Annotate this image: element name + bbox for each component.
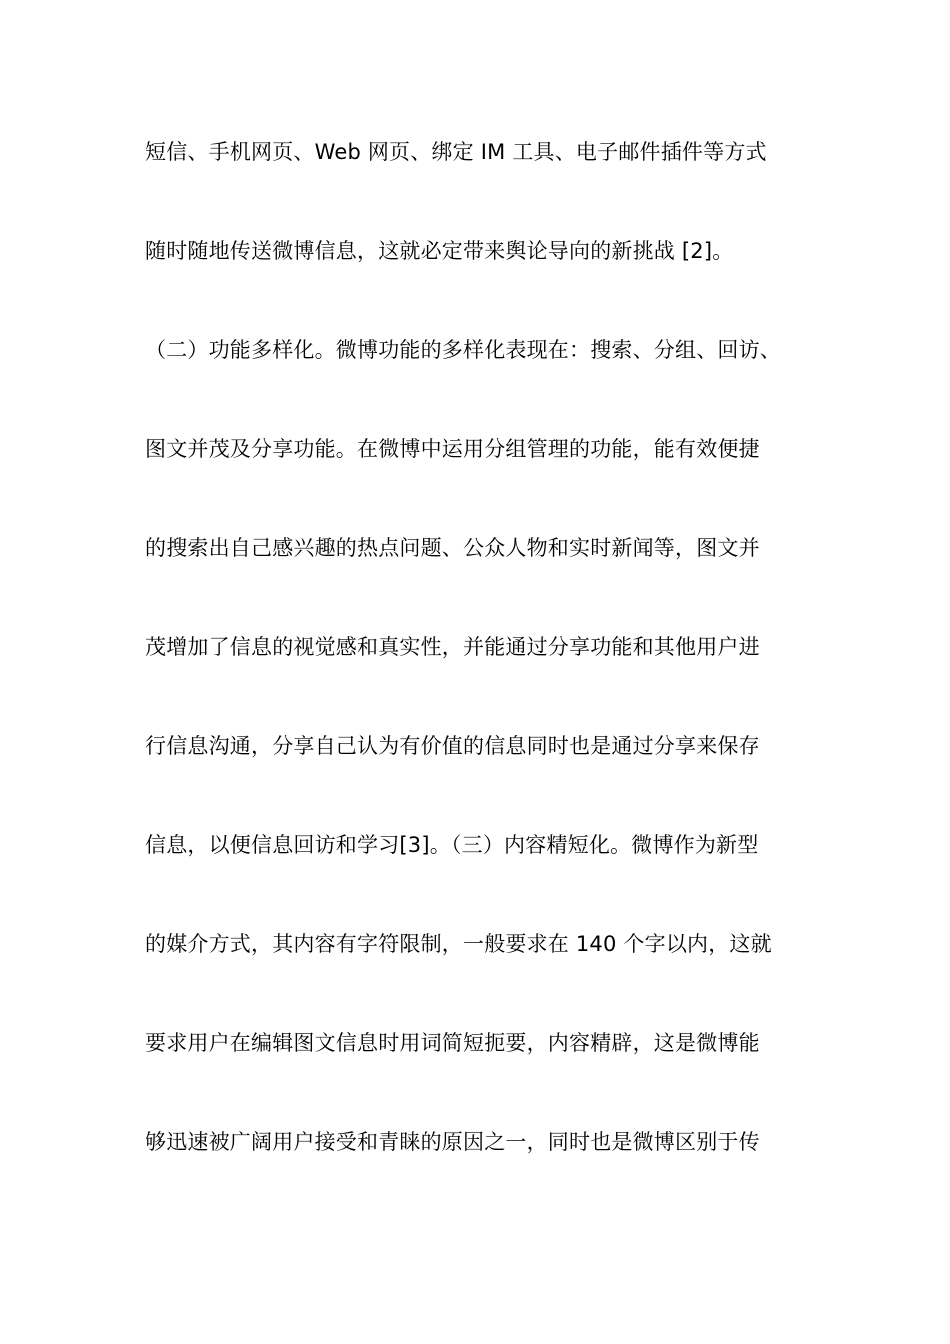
text-line: 的媒介方式，其内容有字符限制，一般要求在 140 个字以内，这就 — [145, 932, 772, 956]
body-text — [145, 128, 835, 1217]
text-line: （二）功能多样化。微博功能的多样化表现在：搜索、分组、回访、 — [145, 338, 781, 362]
text-line: 信息，以便信息回访和学习[3]。（三）内容精短化。微博作为新型 — [145, 833, 759, 857]
text-line: 随时随地传送微博信息，这就必定带来舆论导向的新挑战 [2]。 — [145, 239, 734, 263]
text-line: 图文并茂及分享功能。在微博中运用分组管理的功能，能有效便捷 — [145, 437, 760, 461]
text-line: 短信、手机网页、Web 网页、绑定 IM 工具、电子邮件插件等方式 — [145, 140, 767, 164]
text-line: 要求用户在编辑图文信息时用词简短扼要，内容精辟，这是微博能 — [145, 1031, 760, 1055]
text-line: 行信息沟通，分享自己认为有价值的信息同时也是通过分享来保存 — [145, 734, 760, 758]
text-line: 茂增加了信息的视觉感和真实性，并能通过分享功能和其他用户进 — [145, 635, 760, 659]
text-line: 的搜索出自己感兴趣的热点问题、公众人物和实时新闻等，图文并 — [145, 536, 760, 560]
text-line: 够迅速被广阔用户接受和青睐的原因之一，同时也是微博区别于传 — [145, 1130, 760, 1154]
